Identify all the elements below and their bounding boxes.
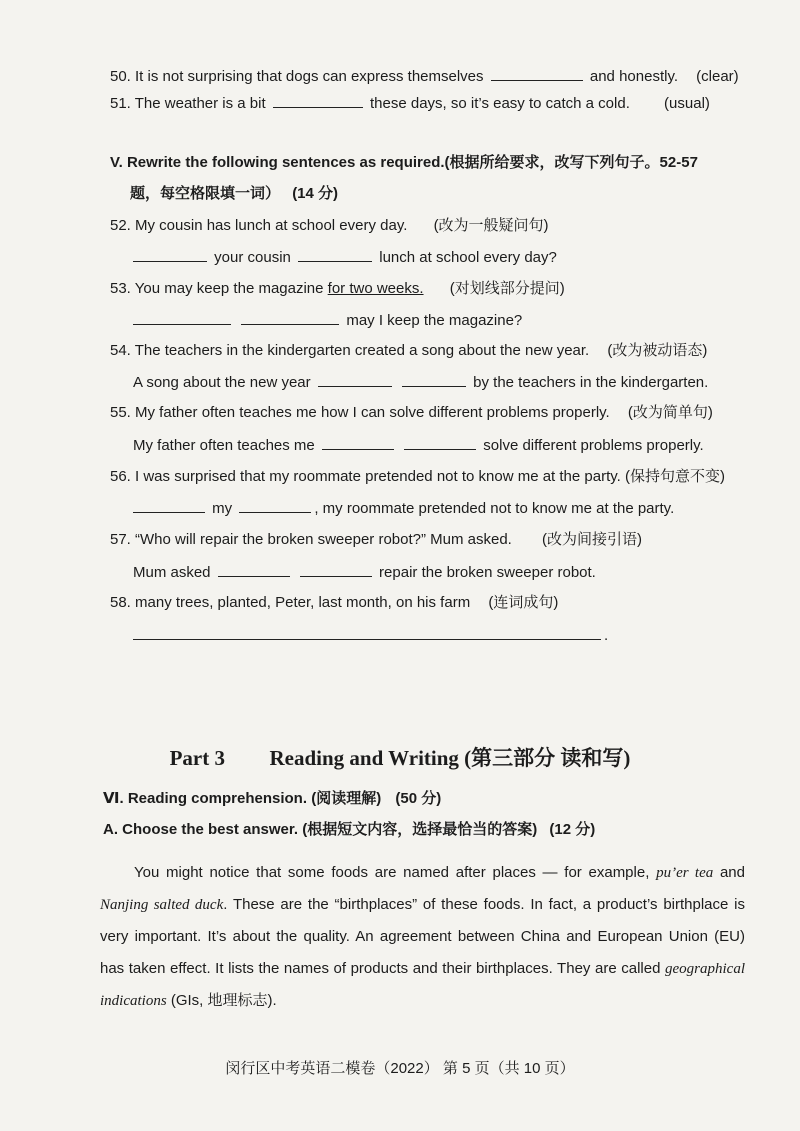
- answer-blank: [133, 247, 207, 262]
- reading-passage: You might notice that some foods are named after places — for example, pu’er tea and Nanjing salted duck. These are the “birthplaces” of these foods. In fact, a product’s birthplace is very important. It’s about the quality. An agreement between China and European Union (EU) has taken effect. It lists the names of products and their birthplaces. They are called geographical indications (GIs, 地理标志).: [100, 864, 745, 1009]
- answer-line-57: Mum asked repair the broken sweeper robot.: [133, 564, 596, 581]
- question-52: 52. My cousin has lunch at school every day. (改为一般疑问句): [110, 217, 549, 234]
- answer-blank: [298, 247, 372, 262]
- underlined-phrase: for two weeks.: [327, 280, 424, 297]
- question-58: 58. many trees, planted, Peter, last month, on his farm (连词成句): [110, 594, 559, 611]
- question-54: 54. The teachers in the kindergarten created a song about the new year. (改为被动语态): [110, 342, 708, 359]
- section-5-heading: V. Rewrite the following sentences as required.(根据所给要求，改写下列句子。52-57: [110, 154, 698, 171]
- part-3-heading: Part 3 Reading and Writing (第三部分 读和写): [169, 746, 631, 770]
- answer-blank: [241, 310, 339, 325]
- answer-blank: [273, 93, 363, 108]
- answer-line-52: your cousin lunch at school every day?: [133, 247, 557, 268]
- section-a-heading: A. Choose the best answer. (根据短文内容，选择最恰当的答案) (12 分): [103, 821, 596, 838]
- answer-blank: [318, 372, 392, 387]
- question-51: 51. The weather is a bit these days, so it’s easy to catch a cold. (usual): [110, 95, 710, 112]
- answer-line-53: may I keep the magazine?: [133, 310, 522, 331]
- answer-blank: [402, 372, 466, 387]
- answer-line-56: my , my roommate pretended not to know me at the party.: [133, 498, 674, 519]
- answer-blank: [322, 435, 394, 450]
- section-5-instruction: 题，每空格限填一词） (14 分): [130, 185, 339, 202]
- question-57: 57. “Who will repair the broken sweeper robot?” Mum asked. (改为间接引语): [110, 531, 643, 548]
- answer-line-58: .: [133, 625, 608, 646]
- question-55: 55. My father often teaches me how I can solve different problems properly. (改为简单句): [110, 404, 713, 421]
- answer-line-54: A song about the new year by the teachers in the kindergarten.: [133, 374, 709, 391]
- answer-blank: [300, 562, 372, 577]
- answer-blank: [133, 498, 205, 513]
- question-53: 53. You may keep the magazine for two weeks. (对划线部分提问): [110, 280, 565, 297]
- answer-blank: [218, 562, 290, 577]
- section-6-heading: Ⅵ. Reading comprehension. (阅读理解) (50 分): [103, 790, 442, 807]
- answer-line-55: My father often teaches me solve different problems properly.: [133, 437, 704, 454]
- answer-blank: [491, 66, 583, 81]
- question-56: 56. I was surprised that my roommate pretended not to know me at the party. (保持句意不变): [110, 468, 725, 485]
- answer-blank: [239, 498, 311, 513]
- page-footer: 闵行区中考英语二模卷（2022） 第 5 页（共 10 页）: [225, 1060, 575, 1077]
- question-50: 50. It is not surprising that dogs can express themselves and honestly. (clear): [110, 68, 739, 85]
- answer-blank: [133, 625, 601, 640]
- answer-blank: [133, 310, 231, 325]
- answer-blank: [404, 435, 476, 450]
